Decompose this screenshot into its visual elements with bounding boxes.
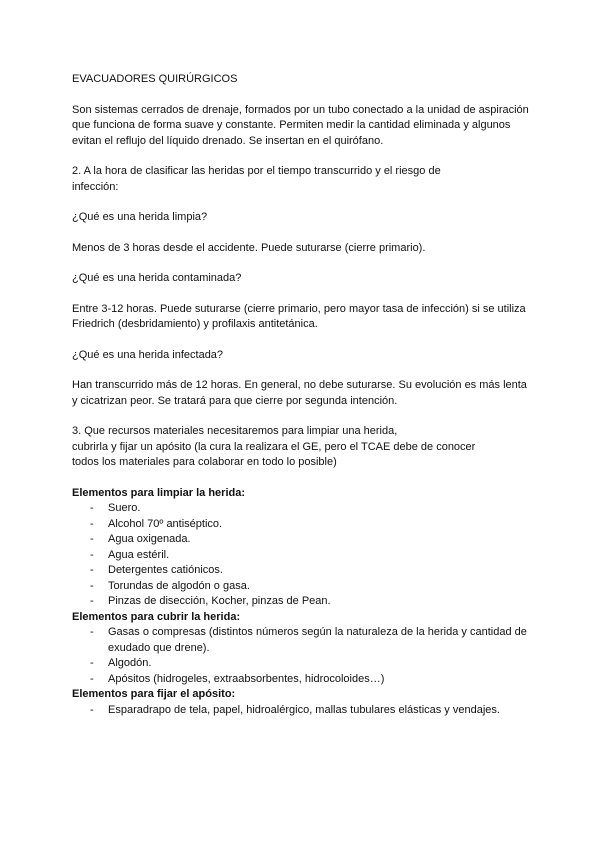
list-item [72,501,532,517]
list-clean-items [72,501,532,610]
dash-bullet: - [90,595,94,607]
list-item [72,579,532,595]
list-item [72,563,532,579]
question-2-paragraph [72,164,532,195]
dash-bullet: - [90,703,94,716]
question-2-line-1: 2. A la hora de clasificar las heridas por el tiempo transcurrido y el riesgo de [72,165,441,177]
intro-paragraph: Son sistemas cerrados de drenaje, formados por un tubo conectado a la unidad de aspiración que funciona de forma suave y constante. Permiten medir la cantidad eliminada y algunos evitan el reflujo del líquido drenado. Se insertan en el quirófano. [72,103,529,147]
list-item-text: Agua estéril. [108,548,170,561]
list-item [72,517,532,533]
document-content [72,72,532,718]
list-item [72,594,532,610]
list-item-text: Gasas o compresas (distintos números según la naturaleza de la herida y cantidad de exudado que drene). [108,626,527,654]
answer-contaminated-wound: Entre 3-12 horas. Puede suturarse (cierre primario, pero mayor tasa de infección) si se utiliza Friedrich (desbridamiento) y profilaxis antitetánica. [72,302,526,330]
dash-bullet: - [90,672,94,685]
dash-bullet: - [90,579,94,592]
list-item-text: Algodón. [108,657,152,669]
answer-infected-wound: Han transcurrido más de 12 horas. En general, no debe suturarse. Su evolución es más lenta y cicatrizan peor. Se tratará para que cierre por segunda intención. [72,379,527,407]
section-heading-fix: Elementos para fijar el apósito: [72,688,236,700]
dash-bullet: - [90,502,94,514]
question-3-line-2: cubrirla y fijar un apósito (la cura la realizara el GE, pero el TCAE debe de conocer [72,440,476,453]
list-item-text: Agua oxigenada. [108,533,191,545]
question-3-line-3: todos los materiales para colaborar en todo lo posible) [72,456,337,468]
question-3-paragraph [72,424,532,471]
list-fix-items [72,703,532,719]
list-item-text: Esparadrapo de tela, papel, hidroalérgico, mallas tubulares elásticas y vendajes. [108,703,500,716]
answer-clean-wound: Menos de 3 horas desde el accidente. Puede suturarse (cierre primario). [72,241,426,254]
list-item-text: Apósitos (hidrogeles, extraabsorbentes, hidrocoloides…) [108,672,385,685]
question-infected-wound: ¿Qué es una herida infectada? [72,348,224,361]
dash-bullet: - [90,517,94,530]
list-item [72,703,532,719]
list-item-text: Pinzas de disección, Kocher, pinzas de Pean. [108,595,331,607]
question-clean-wound: ¿Qué es una herida limpia? [72,211,208,223]
dash-bullet: - [90,548,94,561]
list-item [72,532,532,548]
section-heading-clean: Elementos para limpiar la herida: [72,486,246,499]
dash-bullet: - [90,657,94,669]
list-item [72,656,532,672]
list-cover-items [72,625,532,687]
list-item-text: Torundas de algodón o gasa. [108,579,250,592]
list-item-text: Detergentes catiónicos. [108,564,223,576]
question-contaminated-wound: ¿Qué es una herida contaminada? [72,272,242,284]
dash-bullet: - [90,533,94,545]
list-item-text: Suero. [108,502,141,514]
dash-bullet: - [90,564,94,576]
list-item-text: Alcohol 70º antiséptico. [108,517,223,530]
dash-bullet: - [90,626,94,638]
document-title: EVACUADORES QUIRÚRGICOS [72,73,238,85]
question-3-line-1: 3. Que recursos materiales necesitaremos para limpiar una herida, [72,425,398,437]
list-item [72,625,532,656]
section-heading-cover: Elementos para cubrir la herida: [72,610,241,623]
list-item [72,548,532,564]
question-2-line-2: infección: [72,180,119,193]
list-item [72,672,532,688]
